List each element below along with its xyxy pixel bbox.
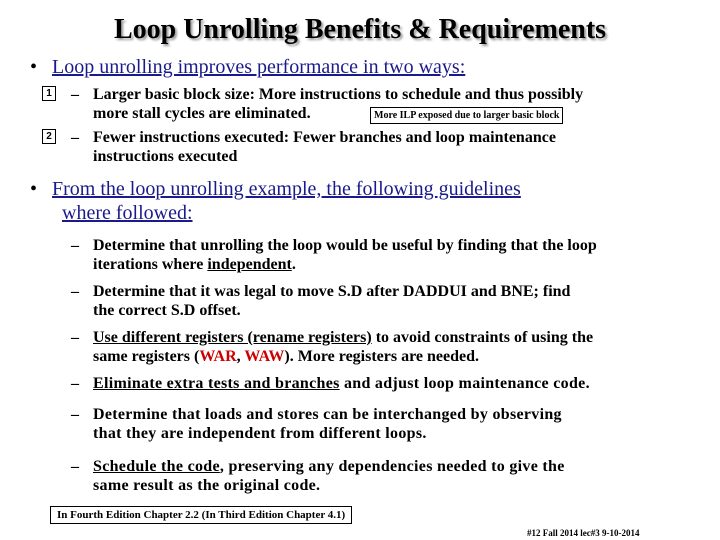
text: and adjust loop maintenance code.: [339, 375, 590, 392]
ilp-note-box: More ILP exposed due to larger basic block: [370, 107, 563, 124]
rename-registers-term: Use different registers (rename registers): [93, 329, 372, 346]
reference-box: In Fourth Edition Chapter 2.2 (In Third Edition Chapter 4.1): [50, 506, 352, 524]
bullet-dot: •: [30, 56, 38, 78]
text: to avoid constraints of using the: [371, 329, 594, 346]
guideline-6-line-1: [93, 457, 713, 476]
benefit-1-line-2: more stall cycles are eliminated.: [93, 105, 311, 122]
bullet-1-text: Loop unrolling improves performance in two ways:: [52, 56, 466, 78]
text: same registers (: [93, 348, 200, 365]
number-badge-2: 2: [42, 129, 56, 144]
bullet-2: [30, 177, 521, 201]
waw-hazard: WAW: [244, 348, 285, 365]
guideline-2-line-1: Determine that it was legal to move S.D after DADDUI and BNE; find: [93, 283, 571, 300]
independent-term: independent: [207, 256, 292, 273]
guideline-5-line-1: Determine that loads and stores can be interchanged by observing: [93, 406, 562, 423]
text: ). More registers are needed.: [284, 348, 480, 365]
benefit-1-line-1: Larger basic block size: More instructions to schedule and thus possibly: [93, 86, 584, 103]
guideline-5: [71, 405, 713, 443]
text: .: [291, 256, 296, 273]
slide-title: Loop Unrolling Benefits & Requirements: [113, 14, 607, 45]
dash: –: [71, 129, 79, 146]
guideline-2-line-2: the correct S.D offset.: [93, 302, 241, 319]
benefit-item-1: [71, 85, 713, 104]
guideline-1-line-2: [93, 255, 713, 274]
guideline-3-line-2: [93, 347, 713, 366]
guideline-4: [71, 374, 713, 393]
dash: –: [71, 329, 79, 346]
dash: –: [71, 86, 79, 103]
dash: –: [71, 406, 80, 423]
dash: –: [71, 283, 79, 300]
dash: –: [71, 375, 80, 392]
guideline-1-line-1: Determine that unrolling the loop would be useful by finding that the loop: [93, 237, 597, 254]
number-badge-1: 1: [42, 86, 56, 101]
text: , preserving any dependencies needed to give the: [219, 458, 565, 475]
text: ,: [236, 348, 245, 365]
dash: –: [71, 237, 79, 254]
guideline-1: [71, 236, 713, 274]
bullet-dot: •: [30, 178, 38, 200]
benefit-item-2: [71, 128, 713, 166]
dash: –: [71, 458, 80, 475]
guideline-5-line-2: that they are independent from different loops.: [93, 425, 427, 442]
benefit-2-line-1: Fewer instructions executed: Fewer branches and loop maintenance: [93, 129, 556, 146]
war-hazard: WAR: [199, 348, 237, 365]
benefit-2-line-2: instructions executed: [93, 148, 238, 165]
guideline-3-line-1: [93, 328, 713, 347]
bullet-2-line-1: From the loop unrolling example, the following guidelines: [52, 178, 521, 200]
guideline-2: [71, 282, 713, 320]
slide-number: #12 Fall 2014 lec#3 9-10-2014: [527, 528, 640, 538]
eliminate-tests-term: Eliminate extra tests and branches: [93, 375, 340, 392]
bullet-1: [30, 55, 465, 79]
guideline-6: [71, 457, 713, 495]
bullet-2-line-2: where followed:: [62, 202, 193, 224]
schedule-code-term: Schedule the code: [93, 458, 220, 475]
guideline-6-line-2: same result as the original code.: [93, 477, 321, 494]
guideline-4-line-1: [93, 374, 713, 393]
text: iterations where: [93, 256, 208, 273]
guideline-3: [71, 328, 713, 366]
